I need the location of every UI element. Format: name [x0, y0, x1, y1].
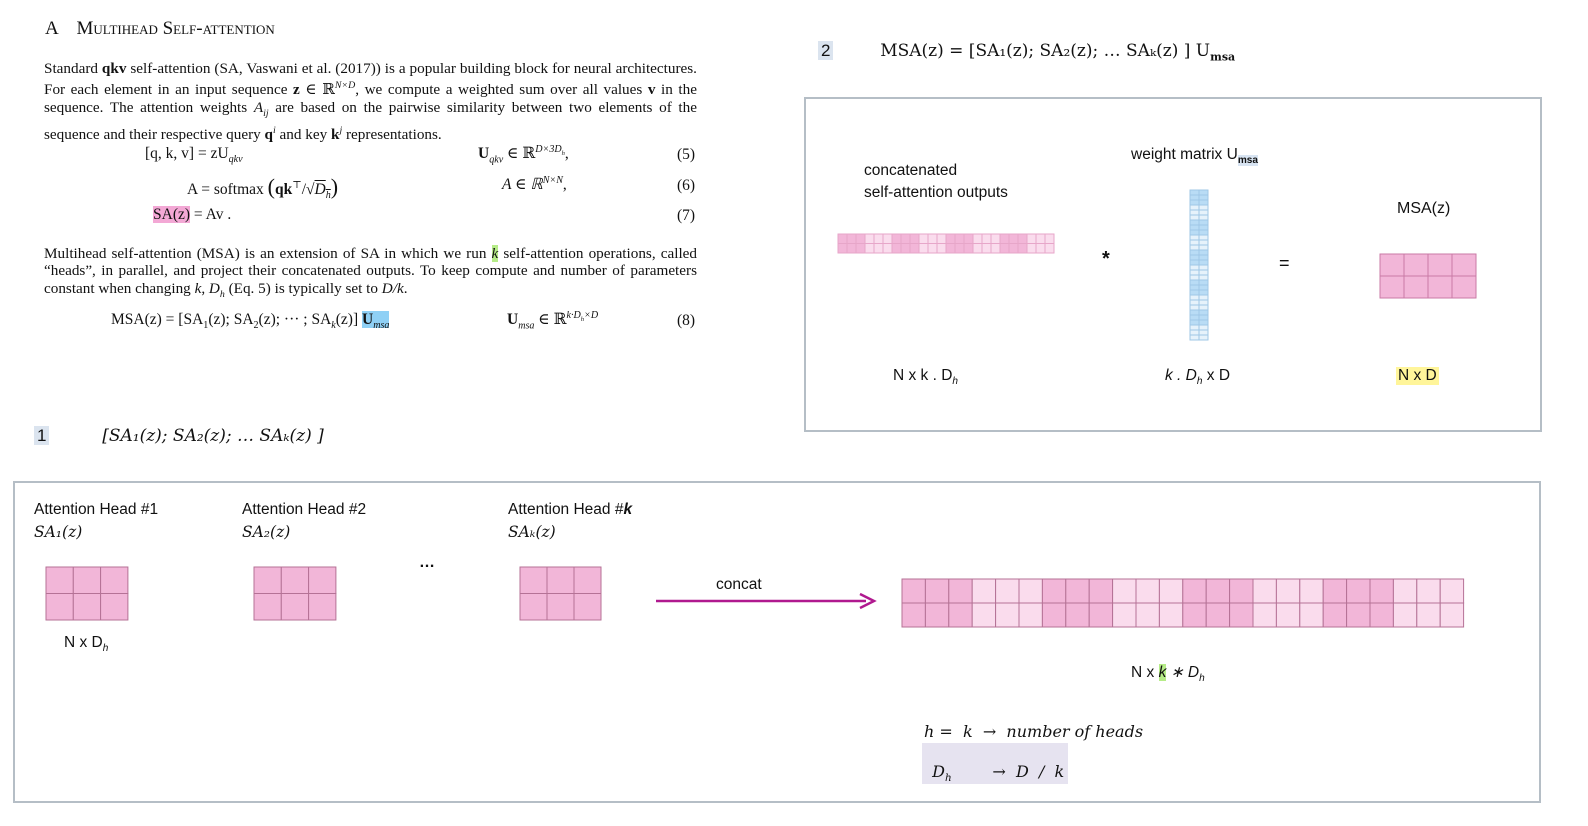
matrix-cell	[1027, 244, 1036, 254]
equation-5-number: (5)	[677, 146, 696, 163]
equation-8-number: (8)	[677, 312, 696, 329]
heads-ellipsis: …	[419, 554, 435, 571]
matrix-cell	[1199, 275, 1208, 280]
equation-6-right: A ∈ ℝ$^{N\times N}$,	[502, 175, 567, 194]
matrix-cell	[910, 234, 919, 244]
equation-5-left: [q, k, $v] = zU_{qkv}$	[145, 145, 243, 166]
matrix-cell	[1199, 255, 1208, 260]
dim-weight: k . $D_h$ x D	[1165, 367, 1231, 388]
equation-5-right: $U_{qkv}$ ∈ ℝ$^{D\times 3D_h}$,	[478, 144, 569, 166]
matrix-cell	[955, 244, 964, 254]
paragraph-2: Multihead self-attention (MSA) is an extension of SA in which we run k self-attention operations, called “heads”, in parallel, and project their concatenated outputs. To keep compute and number of parameters constant when changing k, $D_h$ (Eq. 5) is typically set to D/k.	[44, 245, 697, 300]
matrix-cell	[1199, 270, 1208, 275]
matrix-cell	[838, 234, 847, 244]
matrix-cell	[1199, 240, 1208, 245]
matrix-cell	[1190, 265, 1199, 270]
matrix-cell	[1190, 305, 1199, 310]
matrix-cell	[838, 244, 847, 254]
head-2-title: Attention Head #2	[242, 501, 367, 518]
matrix-cell	[865, 234, 874, 244]
weight-matrix-column	[1190, 190, 1208, 340]
matrix-cell	[892, 234, 901, 244]
matrix-cell	[1199, 220, 1208, 225]
sa-highlight: SA(z)	[153, 206, 191, 223]
matrix-cell	[1190, 215, 1199, 220]
matrix-cell	[1199, 230, 1208, 235]
matrix-cell	[1404, 276, 1428, 298]
matrix-cell	[1190, 295, 1199, 300]
matrix-cell	[1190, 210, 1199, 215]
matrix-cell	[1190, 270, 1199, 275]
matrix-cell	[1045, 244, 1054, 254]
matrix-cell	[1190, 225, 1199, 230]
section-letter: A	[45, 18, 58, 39]
times-sign: *	[1102, 248, 1110, 270]
matrix-cell	[964, 234, 973, 244]
concat-outputs-label: concatenated self-attention outputs	[864, 162, 1008, 201]
matrix-cell	[1199, 325, 1208, 330]
matrix-cell	[1190, 330, 1199, 335]
section-title: Multihead Self-attention	[76, 18, 275, 39]
matrix-cell	[1190, 260, 1199, 265]
matrix-cell	[1009, 244, 1018, 254]
dim-head: N x $D_h$	[64, 634, 109, 655]
matrix-cell	[1199, 330, 1208, 335]
matrix-cell	[928, 244, 937, 254]
matrix-cell	[1000, 244, 1009, 254]
matrix-cell	[847, 234, 856, 244]
equation-6-number: (6)	[677, 177, 696, 194]
head-1-title: Attention Head #1	[34, 501, 159, 518]
step-1-badge: 1	[34, 426, 49, 445]
matrix-cell	[1428, 254, 1452, 276]
matrix-cell	[883, 234, 892, 244]
matrix-cell	[1199, 190, 1208, 195]
matrix-cell	[1190, 240, 1199, 245]
head-2-formula: SA₂(z)	[242, 523, 291, 541]
matrix-cell	[1018, 234, 1027, 244]
equation-7: SA(z) = Av .	[153, 206, 232, 223]
matrix-cell	[946, 234, 955, 244]
matrix-cell	[1199, 210, 1208, 215]
matrix-cell	[1452, 254, 1476, 276]
matrix-cell	[1036, 244, 1045, 254]
matrix-cell	[1452, 276, 1476, 298]
matrix-cell	[973, 244, 982, 254]
matrix-cell	[1199, 335, 1208, 340]
matrix-cell	[1199, 235, 1208, 240]
dim-msa-output: N x D	[1398, 367, 1437, 384]
matrix-cell	[1190, 200, 1199, 205]
matrix-cell	[1027, 234, 1036, 244]
matrix-cell	[847, 244, 856, 254]
equals-sign: =	[1279, 253, 1290, 273]
matrix-cell	[1199, 205, 1208, 210]
matrix-cell	[1190, 255, 1199, 260]
matrix-cell	[919, 234, 928, 244]
matrix-cell	[1190, 230, 1199, 235]
matrix-cell	[1404, 254, 1428, 276]
matrix-cell	[982, 234, 991, 244]
step-1-formula: [SA₁(z); SA₂(z); … SAₖ(z) ]	[102, 426, 324, 446]
matrix-cell	[937, 234, 946, 244]
matrix-cell	[1199, 300, 1208, 305]
concat-row-small-matrix	[838, 234, 1054, 253]
matrix-cell	[1190, 315, 1199, 320]
matrix-cell	[982, 244, 991, 254]
paragraph-1: Standard qkv self-attention (SA, Vaswani et al. (2017)) is a popular building block for neural architectures. For each element in an input sequence z ∈ ℝ$^{N\times D}$, we compute a weighted sum over all values v in the sequence. The attention weights $A_{ij}$ are based on the pairwise similarity between two elements of the sequence and their respective query $q^i$ and key $k^j$ representations.	[44, 60, 697, 144]
step-2-formula: MSA(z) = [SA₁(z); SA₂(z); … SAₖ(z) ] $U_{msa}$	[880, 41, 1236, 64]
matrix-cell	[1199, 215, 1208, 220]
matrix-cell	[1380, 276, 1404, 298]
matrix-cell	[1428, 276, 1452, 298]
note-heads: h = k → number of heads	[924, 722, 1144, 741]
matrix-cell	[1190, 280, 1199, 285]
matrix-cell	[910, 244, 919, 254]
matrix-cell	[1199, 280, 1208, 285]
msa-output-label: MSA(z)	[1397, 200, 1451, 217]
matrix-cell	[1190, 205, 1199, 210]
matrix-cell	[865, 244, 874, 254]
matrix-cell	[1190, 290, 1199, 295]
matrix-cell	[892, 244, 901, 254]
head-k-title: Attention Head #k	[508, 501, 633, 518]
matrix-cell	[874, 234, 883, 244]
matrix-cell	[1199, 200, 1208, 205]
matrix-cell	[919, 244, 928, 254]
matrix-cell	[1190, 245, 1199, 250]
matrix-cell	[1199, 320, 1208, 325]
matrix-cell	[1199, 250, 1208, 255]
matrix-cell	[1199, 290, 1208, 295]
note-dh: $D_h$ → D / k	[922, 743, 1068, 784]
matrix-cell	[955, 234, 964, 244]
matrix-cell	[1190, 285, 1199, 290]
matrix-cell	[1199, 260, 1208, 265]
step-2-badge: 2	[818, 41, 833, 60]
matrix-cell	[973, 234, 982, 244]
matrix-cell	[1190, 300, 1199, 305]
weight-matrix-label: weight matrix $U_{msa}$	[1131, 146, 1258, 167]
matrix-cell	[1018, 244, 1027, 254]
matrix-cell	[991, 234, 1000, 244]
matrix-cell	[1190, 190, 1199, 195]
head-k-formula: SAₖ(z)	[508, 523, 556, 541]
matrix-cell	[1199, 195, 1208, 200]
matrix-cell	[856, 234, 865, 244]
matrix-cell	[964, 244, 973, 254]
equation-6-left: A = softmax $(qk^⊤/√D_h)$	[187, 174, 339, 202]
matrix-cell	[1190, 220, 1199, 225]
matrix-cell	[1199, 310, 1208, 315]
matrix-cell	[1009, 234, 1018, 244]
matrix-cell	[1190, 320, 1199, 325]
matrix-cell	[1199, 295, 1208, 300]
matrix-cell	[1190, 335, 1199, 340]
matrix-cell	[1199, 225, 1208, 230]
matrix-cell	[1199, 245, 1208, 250]
matrix-cell	[1199, 285, 1208, 290]
matrix-cell	[937, 244, 946, 254]
matrix-cell	[928, 234, 937, 244]
msa-output-matrix	[1380, 254, 1476, 298]
concat-label: concat	[716, 576, 762, 593]
equation-7-number: (7)	[677, 207, 696, 224]
matrix-cell	[1000, 234, 1009, 244]
matrix-cell	[1190, 235, 1199, 240]
matrix-cell	[1190, 275, 1199, 280]
matrix-cell	[1190, 310, 1199, 315]
matrix-cell	[1199, 265, 1208, 270]
k-highlight: k	[491, 245, 499, 262]
matrix-cell	[1380, 254, 1404, 276]
matrix-cell	[883, 244, 892, 254]
matrix-cell	[901, 234, 910, 244]
equation-8-left: $MSA(z) = [SA_1(z)$; $SA_2(z)$; ··· ; $SA_k(z)$] $U_{msa}$	[111, 311, 390, 332]
matrix-cell	[1045, 234, 1054, 244]
matrix-cell	[1190, 325, 1199, 330]
matrix-cell	[1036, 234, 1045, 244]
umsa-highlight: $U_{msa}$	[362, 311, 390, 332]
matrix-cell	[856, 244, 865, 254]
matrix-cell	[901, 244, 910, 254]
head-1-formula: SA₁(z)	[34, 523, 83, 541]
matrix-cell	[1199, 315, 1208, 320]
matrix-cell	[1190, 250, 1199, 255]
equation-8-right: $U_{msa}$ ∈ ℝ$^{k\cdot D_h\times D}$	[507, 310, 599, 332]
matrix-cell	[1190, 195, 1199, 200]
dim-concat-big: N x k ∗ $D_h$	[1131, 664, 1205, 685]
dim-concat-small: N x k . $D_h$	[893, 367, 959, 388]
matrix-cell	[874, 244, 883, 254]
matrix-cell	[946, 244, 955, 254]
matrix-cell	[991, 244, 1000, 254]
matrix-cell	[1199, 305, 1208, 310]
